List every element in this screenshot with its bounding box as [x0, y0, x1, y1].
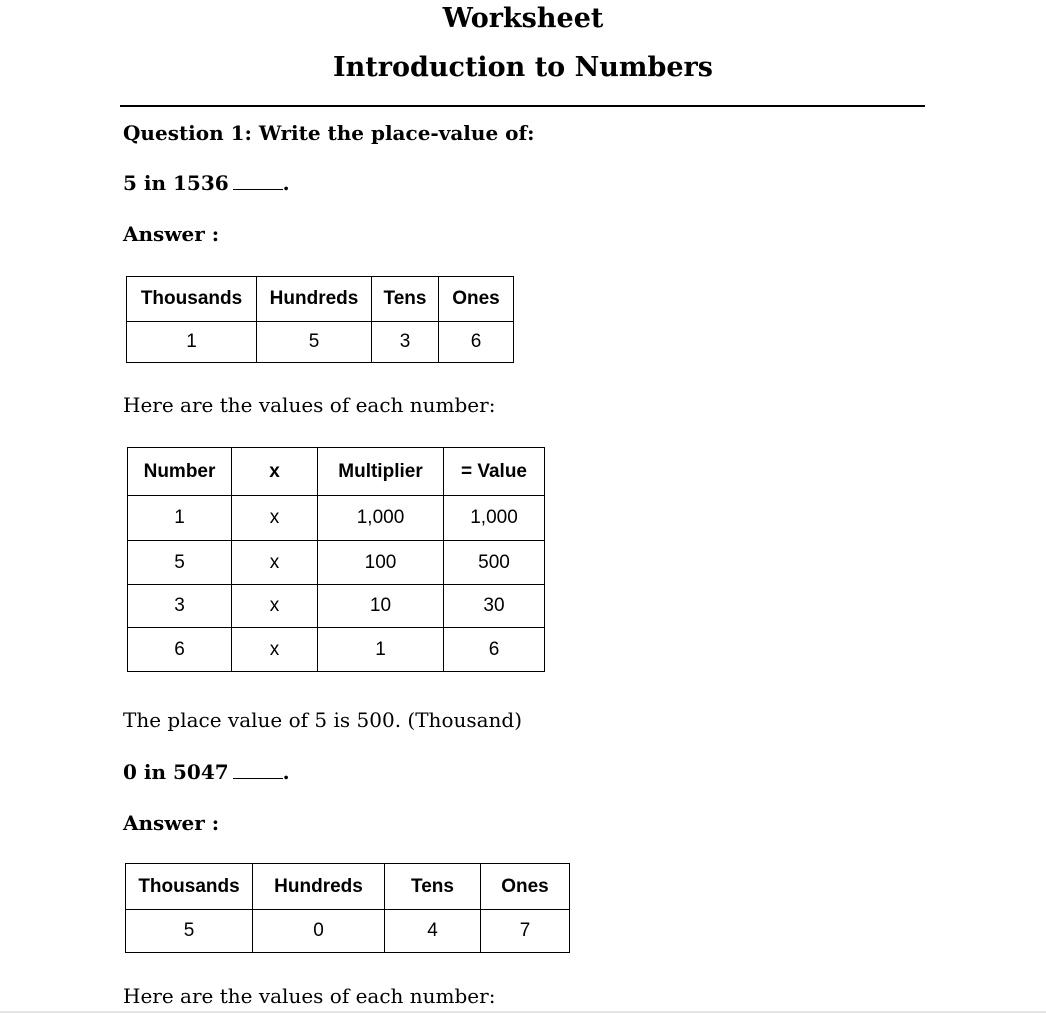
table-row — [128, 496, 545, 541]
part-b-values-intro: Here are the values of each number: — [123, 984, 496, 1008]
title-divider — [120, 105, 925, 107]
table-cell: 30 — [444, 585, 545, 628]
place-cell-ones: 7 — [481, 910, 570, 953]
place-cell-tens: 3 — [372, 322, 439, 363]
part-a-answer-label: Answer : — [123, 222, 220, 246]
table-row — [128, 628, 545, 672]
table-cell: 1 — [318, 628, 444, 672]
part-a-value-table — [127, 447, 545, 672]
place-cell-hundreds: 5 — [257, 322, 372, 363]
place-cell-ones: 6 — [439, 322, 514, 363]
place-header-thousands: Thousands — [127, 277, 257, 322]
place-cell-thousands: 5 — [126, 910, 253, 953]
part-b-place-table — [125, 863, 570, 953]
table-cell: 1,000 — [444, 496, 545, 541]
table-row — [128, 541, 545, 585]
part-b-prompt-end: . — [282, 760, 290, 784]
part-a-values-intro: Here are the values of each number: — [123, 393, 496, 417]
table-cell: 1,000 — [318, 496, 444, 541]
place-header-tens: Tens — [372, 277, 439, 322]
part-b-prompt — [123, 760, 290, 784]
part-b-answer-label: Answer : — [123, 811, 220, 835]
part-a-place-table — [126, 276, 514, 363]
place-header-hundreds: Hundreds — [253, 864, 385, 910]
place-header-thousands: Thousands — [126, 864, 253, 910]
value-header-multiplier: Multiplier — [318, 448, 444, 496]
worksheet-subtitle: Introduction to Numbers — [333, 52, 713, 83]
table-cell: 5 — [128, 541, 232, 585]
table-cell: 3 — [128, 585, 232, 628]
part-a-prompt — [123, 171, 290, 195]
table-cell: 500 — [444, 541, 545, 585]
table-cell: x — [232, 541, 318, 585]
place-header-tens: Tens — [385, 864, 481, 910]
value-header-value: = Value — [444, 448, 545, 496]
question-1-heading: Question 1: Write the place-value of: — [123, 121, 535, 145]
table-cell: x — [232, 628, 318, 672]
part-a-conclusion: The place value of 5 is 500. (Thousand) — [123, 708, 523, 732]
table-cell: 6 — [444, 628, 545, 672]
part-a-prompt-text: 5 in 1536 — [123, 171, 229, 195]
table-cell: 10 — [318, 585, 444, 628]
answer-blank — [233, 188, 283, 190]
table-cell: x — [232, 496, 318, 541]
place-header-ones: Ones — [439, 277, 514, 322]
table-cell: 100 — [318, 541, 444, 585]
place-cell-thousands: 1 — [127, 322, 257, 363]
answer-blank — [233, 777, 283, 779]
part-a-prompt-end: . — [282, 171, 290, 195]
worksheet-title: Worksheet — [442, 3, 604, 34]
value-header-times: x — [232, 448, 318, 496]
place-cell-tens: 4 — [385, 910, 481, 953]
value-header-number: Number — [128, 448, 232, 496]
table-row — [128, 585, 545, 628]
table-cell: x — [232, 585, 318, 628]
place-header-ones: Ones — [481, 864, 570, 910]
table-cell: 6 — [128, 628, 232, 672]
place-cell-hundreds: 0 — [253, 910, 385, 953]
place-header-hundreds: Hundreds — [257, 277, 372, 322]
part-b-prompt-text: 0 in 5047 — [123, 760, 229, 784]
table-cell: 1 — [128, 496, 232, 541]
